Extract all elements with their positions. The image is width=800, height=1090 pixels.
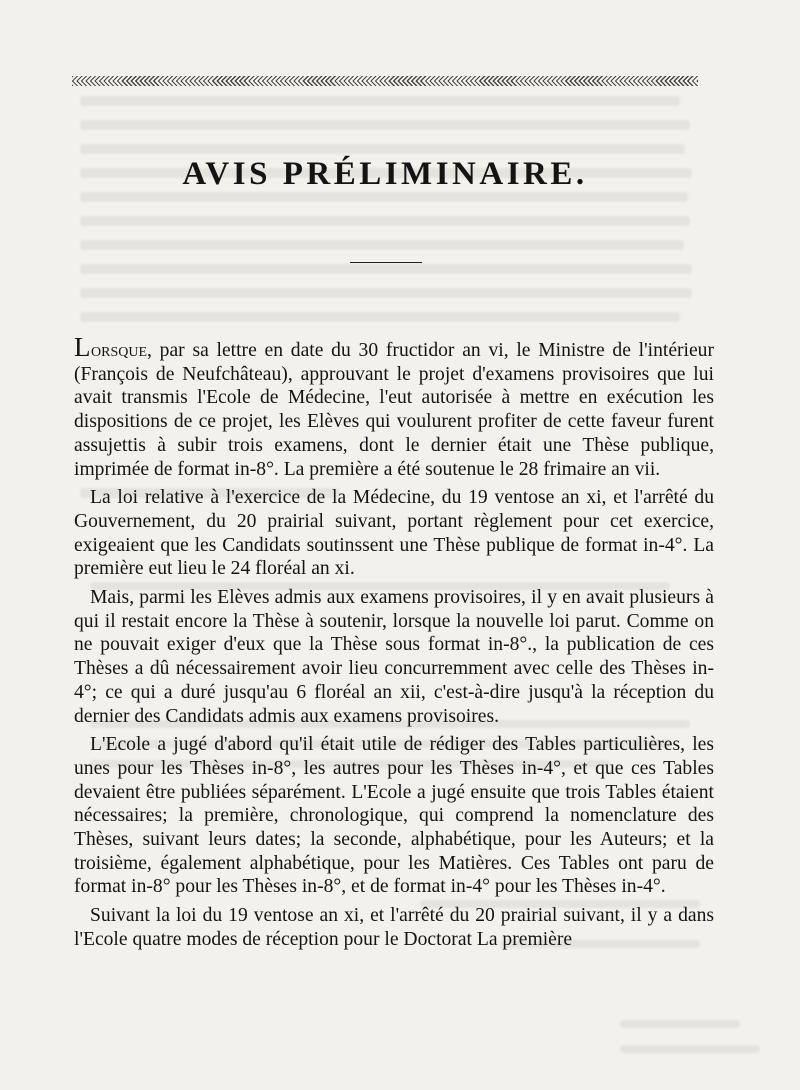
page-title: AVIS PRÉLIMINAIRE. xyxy=(182,156,588,192)
body-text xyxy=(74,332,714,957)
paragraph-2: La loi relative à l'exercice de la Médecine, du 19 ventose an xi, et l'arrêté du Gouvernement, du 20 prairial suivant, portant règlement pour cet exercice, exigeaient que les Candidats soutinssent une Thèse publique de format in-4°. La première eut lieu le 24 floréal an xi. xyxy=(74,487,714,580)
paragraph-5: Suivant la loi du 19 ventose an xi, et l'arrêté du 20 prairial suivant, il y a dans l'Ecole quatre modes de réception pour le Doctorat La première xyxy=(74,905,714,950)
paragraph-3: Mais, parmi les Elèves admis aux examens provisoires, il y en avait plusieurs à qui il restait encore la Thèse à soutenir, lorsque la nouvelle loi parut. Comme on ne pouvait exiger d'eux que la Thèse sous format in-8°., la publication de ces Thèses a dû nécessairement avoir lieu concurremment avec celle des Thèses in-4°; ce qui a duré jusqu'au 6 floréal an xii, c'est-à-dire jusqu'à la réception du dernier des Candidats admis aux examens provisoires. xyxy=(74,587,714,727)
paragraph-1-text: , par sa lettre en date du 30 fructidor an vi, le Ministre de l'intérieur (François de Neufchâteau), approuvant le projet d'examens provisoires que lui avait transmis l'Ecole de Médecine, l'eut autorisée à mettre en exécution les dispositions de ce projet, les Elèves qui voulurent profiter de cette faveur furent assujettis à subir trois examens, dont le dernier était une Thèse publique, imprimée de format in-8°. La première a été soutenue le 28 frimaire an vii. xyxy=(74,340,714,480)
dropcap-initial: L xyxy=(74,332,91,362)
ornamental-rule xyxy=(72,76,698,86)
paragraph-1 xyxy=(74,332,714,481)
paragraph-4: L'Ecole a jugé d'abord qu'il était utile de rédiger des Tables particulières, les unes pour les Thèses in-8°, les autres pour les Thèses in-4°, et que ces Tables devaient être publiées séparément. L'Ecole a jugé ensuite que trois Tables étaient nécessaires; la première, chronologique, qui comprend la nomenclature des Thèses, suivant leurs dates; la seconde, alphabétique, pour les Auteurs; et la troisième, également alphabétique, pour les Matières. Ces Tables ont paru de format in-8° pour les Thèses in-8°, et de format in-4° pour les Thèses in-4°. xyxy=(74,734,714,898)
first-word-rest: orsque xyxy=(91,340,148,361)
title-divider xyxy=(350,262,422,263)
